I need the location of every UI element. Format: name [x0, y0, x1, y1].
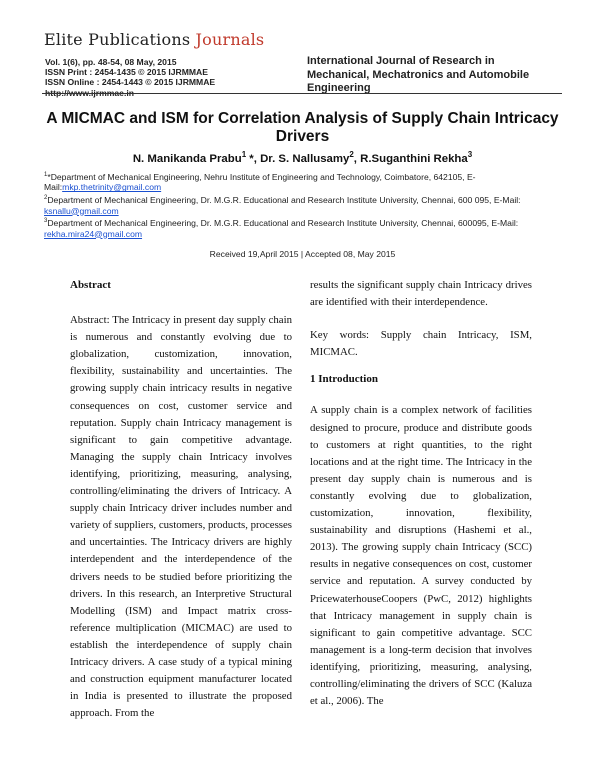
- affiliation-mark: 1: [44, 172, 48, 178]
- volume-info: [45, 57, 215, 98]
- author-1-mark: 1: [241, 150, 247, 159]
- author-3-name: , R.Suganthini Rekha: [353, 152, 468, 165]
- header-divider: [42, 93, 562, 94]
- publisher-name-plain: Elite Publications: [44, 30, 196, 49]
- affiliation-text: Department of Mechanical Engineering, Dr. M.G.R. Educational and Research Institute University, Chennai, 600 095, E-Mail:: [47, 194, 521, 205]
- affiliation-item: [44, 193, 564, 216]
- keywords: Key words: Supply chain Intricacy, ISM, MICMAC.: [310, 329, 532, 359]
- email-link[interactable]: ksnallu@gmail.com: [44, 205, 119, 216]
- right-column: [310, 277, 532, 710]
- received-accepted-dates: Received 19,April 2015 | Accepted 08, May 2015: [209, 249, 396, 259]
- author-2-mark: 2: [349, 150, 354, 159]
- issn-print-line: ISSN Print : 2454-1435 © 2015 IJRMMAE: [45, 67, 208, 78]
- paper-title: A MICMAC and ISM for Correlation Analysis of Supply Chain Intricacy Drivers: [46, 110, 559, 145]
- left-column: [70, 277, 292, 722]
- publisher-name-accent: Journals: [195, 30, 265, 49]
- introduction-paragraph: A supply chain is a complex network of facilities designed to procure, produce and distribute goods to customers at right quantities, to the right locations and at the right time. The Intricacy in the present day supply chain is numerous and is constantly evolving due to globalization, customization, innovation, flexibility, sustainability and disruptions (Hashemi et al., 2013). The growing supply chain Intricacy (SCC) results in negative consequences on cost, customer service and reputation. A survey conducted by PricewaterhouseCoopers (PwC, 2012) highlights that Intricacy management in supply chain is significant to gain competitive advantage. SCC management is a long-term decision that involves identifying, prioritizing, measuring, analysing, controlling/eliminating the drivers of SCC (Kaluza et al., 2006). The: [310, 404, 532, 708]
- email-link[interactable]: rekha.mira24@gmail.com: [44, 228, 143, 239]
- affiliation-text: Department of Mechanical Engineering, Dr. M.G.R. Educational and Research Institute University, Chennai, 600095, E-Mail:: [47, 217, 519, 228]
- abstract-heading: Abstract: [70, 279, 111, 291]
- volume-line: Vol. 1(6), pp. 48-54, 08 May, 2015: [45, 57, 177, 67]
- abstract-paragraph: Abstract: The Intricacy in present day supply chain is numerous and constantly evolving due to globalization, customization, innovation, flexibility, sustainability and uncertainties. The growing supply chain intricacy results in negative consequences on cost, customer service and reputation. Supply chain Intricacy management is significant to gain competitive advantage. Managing the supply chain Intricacy involves identifying, prioritizing, measuring, analysing, controlling/eliminating the drivers of Intricacy. A supply chain Intricacy driver includes number and variety of suppliers, customers, products, processes and uncertainties. The Intricacy drivers are highly interdependent and the interdependence of the drivers needs to be studied before prioritizing the drivers. In this research, an Interpretive Structural Modelling (ISM) and Impact matrix cross-reference multiplication (MICMAC) are used to establish the interdependence of supply chain Intricacy drivers. A case study of a typical mining and construction equipment manufacturer located in India is presented to illustrate the proposed approach. From the: [70, 314, 292, 720]
- author-3-mark: 3: [467, 150, 473, 159]
- publisher-name: [44, 30, 264, 49]
- affiliation-item: [44, 170, 564, 193]
- affiliation-text: *Department of Mechanical Engineering, Nehru Institute of Engineering and Technology, Coimbatore, 642105, E-Mail:: [44, 171, 476, 193]
- affiliation-list: [44, 170, 564, 239]
- author-1-name: N. Manikanda Prabu: [132, 152, 242, 165]
- abstract-continued: results the significant supply chain Intricacy drives are identified with their interdependence.: [310, 279, 532, 309]
- issn-online-line: ISSN Online : 2454-1443 © 2015 IJRMMAE: [45, 77, 216, 88]
- author-2-name: *, Dr. S. Nallusamy: [246, 152, 350, 165]
- author-list: [40, 150, 565, 165]
- journal-name: International Journal of Research in Mechanical, Mechatronics and Automobile Engineering: [307, 55, 530, 94]
- affiliation-item: [44, 216, 564, 239]
- email-link[interactable]: mkp.thetrinity@gmail.com: [62, 182, 162, 193]
- journal-url[interactable]: http://www.ijrmmae.in: [45, 87, 134, 98]
- affiliation-mark: 3: [44, 218, 48, 225]
- affiliation-mark: 2: [44, 195, 48, 202]
- section-heading-introduction: 1 Introduction: [310, 373, 378, 386]
